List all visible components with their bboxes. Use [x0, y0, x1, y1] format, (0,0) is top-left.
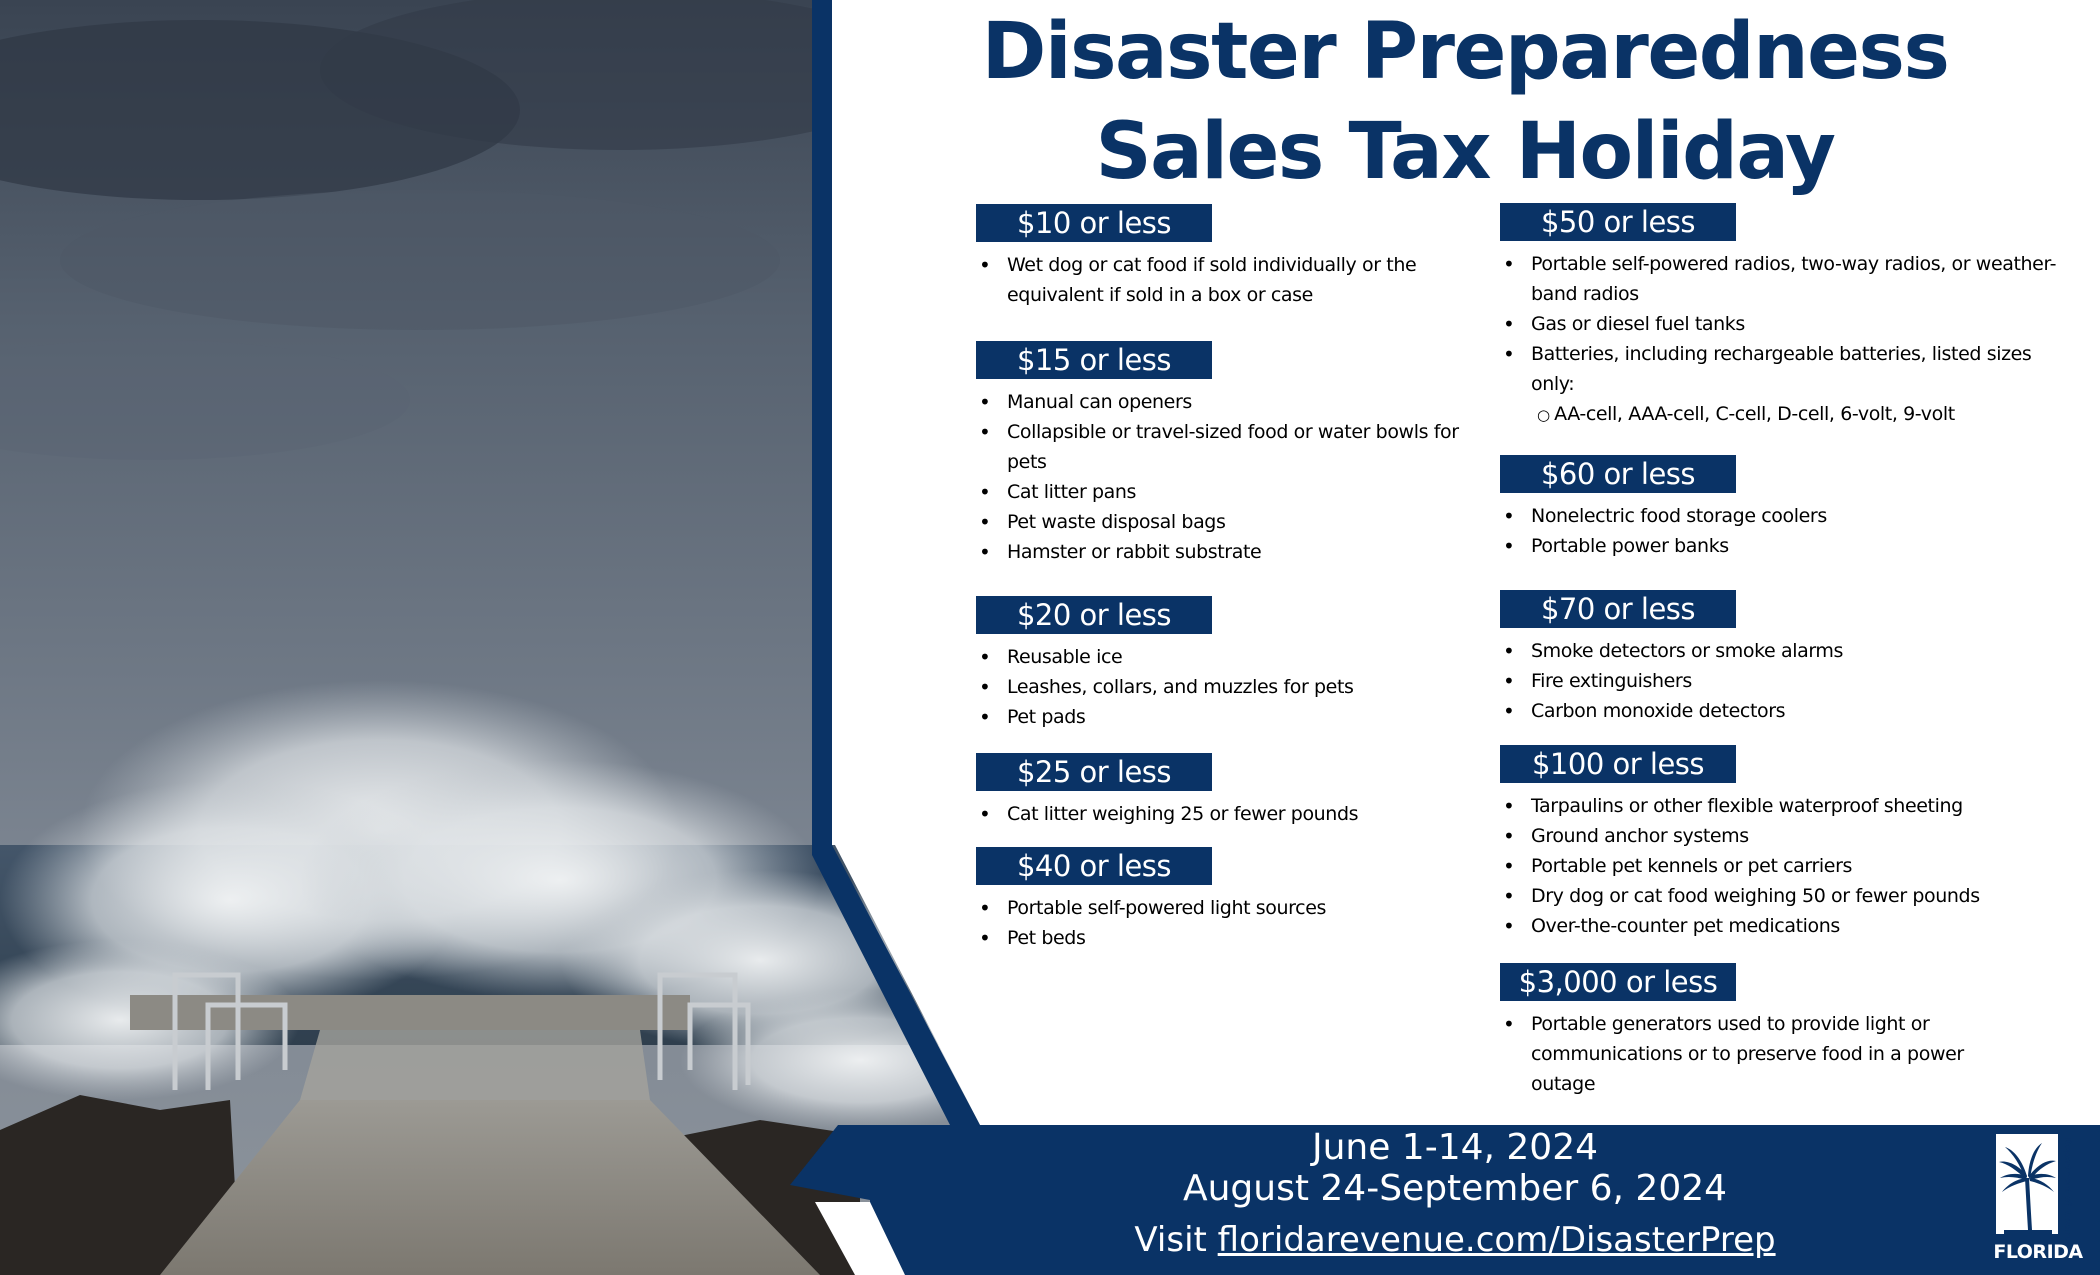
list-item: • Portable self-powered radios, two-way radios, or weather-band radios: [1500, 249, 2060, 309]
florida-label: FLORIDA: [1993, 1241, 2083, 1263]
price-badge: $60 or less: [1500, 455, 1736, 493]
title-line-1: Disaster Preparedness: [981, 7, 1949, 97]
price-badge: $10 or less: [976, 204, 1212, 242]
price-badge: $50 or less: [1500, 203, 1736, 241]
title-line-2: Sales Tax Holiday: [1095, 107, 1835, 197]
list-item: • Cat litter weighing 25 or fewer pounds: [976, 799, 1496, 829]
price-section-10: [976, 204, 1496, 310]
list-item: • Dry dog or cat food weighing 50 or fewer pounds: [1500, 881, 2060, 911]
list-item: • Over-the-counter pet medications: [1500, 911, 2060, 941]
list-item: • Smoke detectors or smoke alarms: [1500, 636, 2060, 666]
price-section-100: [1500, 745, 2060, 941]
list-item: • Collapsible or travel-sized food or water bowls for pets: [976, 417, 1496, 477]
price-section-60: [1500, 455, 2060, 561]
item-list: [1500, 249, 2060, 430]
price-badge: $100 or less: [1500, 745, 1736, 783]
visit-prefix: Visit: [1134, 1220, 1218, 1260]
price-badge: $20 or less: [976, 596, 1212, 634]
item-list: [976, 250, 1496, 310]
list-item: • Fire extinguishers: [1500, 666, 2060, 696]
price-section-15: [976, 341, 1496, 567]
item-list: [1500, 791, 2060, 941]
list-item: • Pet waste disposal bags: [976, 507, 1496, 537]
list-item: [1500, 339, 2060, 430]
list-item: • Gas or diesel fuel tanks: [1500, 309, 2060, 339]
price-section-3000: [1500, 963, 2000, 1099]
visit-line: [925, 1220, 1985, 1260]
holiday-date-1: June 1-14, 2024: [1311, 1127, 1599, 1168]
item-list: [1500, 501, 2060, 561]
list-item: • Tarpaulins or other flexible waterproof sheeting: [1500, 791, 2060, 821]
list-item: • Portable pet kennels or pet carriers: [1500, 851, 2060, 881]
holiday-date-2: August 24-September 6, 2024: [1182, 1168, 1728, 1209]
item-list: [976, 799, 1496, 829]
list-item: • Portable generators used to provide light or communications or to preserve food in a power outage: [1500, 1009, 2000, 1099]
item-list: [976, 387, 1496, 567]
list-item: • Manual can openers: [976, 387, 1496, 417]
list-item-text: Batteries, including rechargeable batteries, listed sizes only:: [1531, 343, 2032, 395]
list-item: • Nonelectric food storage coolers: [1500, 501, 2060, 531]
price-badge: $40 or less: [976, 847, 1212, 885]
item-list: [1500, 636, 2060, 726]
list-item: • Carbon monoxide detectors: [1500, 696, 2060, 726]
price-section-40: [976, 847, 1496, 953]
list-item: • Cat litter pans: [976, 477, 1496, 507]
price-badge: $25 or less: [976, 753, 1212, 791]
list-item: • Hamster or rabbit substrate: [976, 537, 1496, 567]
list-item: • Pet beds: [976, 923, 1496, 953]
price-section-70: [1500, 590, 2060, 726]
price-section-50: [1500, 203, 2060, 430]
list-item: • Pet pads: [976, 702, 1496, 732]
list-item: • Portable power banks: [1500, 531, 2060, 561]
list-item: • Wet dog or cat food if sold individually or the equivalent if sold in a box or case: [976, 250, 1496, 310]
price-section-20: [976, 596, 1496, 732]
price-badge: $3,000 or less: [1500, 963, 1736, 1001]
item-list: [976, 893, 1496, 953]
department-label: Department of Revenue: [2062, 1138, 2072, 1249]
price-badge: $70 or less: [1500, 590, 1736, 628]
price-section-25: [976, 753, 1496, 829]
website-link[interactable]: floridarevenue.com/DisasterPrep: [1217, 1220, 1776, 1260]
sub-list-item: ○ AA-cell, AAA-cell, C-cell, D-cell, 6-volt, 9-volt: [1531, 399, 2060, 430]
item-list: [1500, 1009, 2000, 1099]
list-item: • Leashes, collars, and muzzles for pets: [976, 672, 1496, 702]
item-list: [976, 642, 1496, 732]
price-badge: $15 or less: [976, 341, 1212, 379]
list-item: • Ground anchor systems: [1500, 821, 2060, 851]
list-item: • Reusable ice: [976, 642, 1496, 672]
list-item: • Portable self-powered light sources: [976, 893, 1496, 923]
